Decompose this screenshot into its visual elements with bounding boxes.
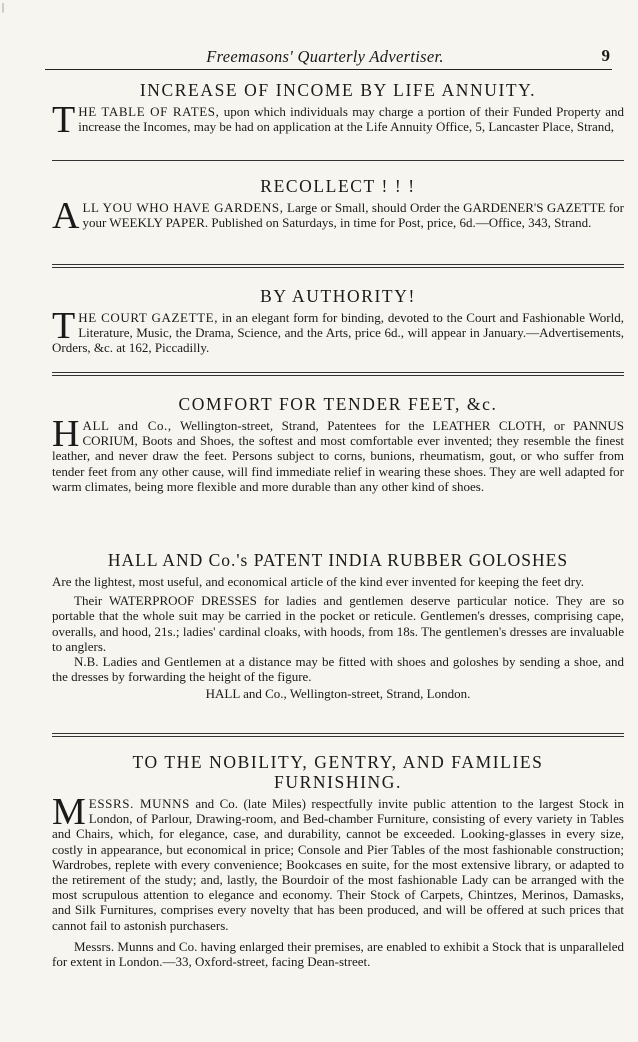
ad-title: RECOLLECT ! ! ! <box>260 176 416 196</box>
divider <box>52 264 624 268</box>
lead-words: HE COURT GAZETTE, <box>78 310 219 325</box>
lead-words: ESSRS. MUNNS <box>88 796 190 811</box>
ad-text: and Co. (late Miles) respectfully invite public attention to the largest Stock in London, of Parlour, Drawing-room, and Bed-chamber Furniture, consisting of every variety in Tables and Chairs, which, for elegance, case, and durability, cannot be exceeded. Looking-glasses in every size, costly in appearance, but economical in price; Console and Pier Tables of the most fashionable construction; Wardrobes, replete with every convenience; Bookcases en suite, for the most extensive library, or adapted to the retirement of the study; and, lastly, the Bourdoir of the most fashionable Lady can be arranged with the most scrupulous attention to elegance and economy. Their Stock of Carpets, Chintzes, Merinos, Damasks, and Silk Furnitures, comprises every novelty that has been produced, and will be offered at such prices that cannot fail to astonish purchasers. <box>52 796 624 933</box>
ad-title: TO THE NOBILITY, GENTRY, AND FAMILIES <box>132 752 544 772</box>
drop-cap: H <box>52 413 80 455</box>
divider <box>52 372 624 376</box>
drop-cap: T <box>52 99 76 141</box>
drop-cap: A <box>52 195 80 237</box>
ad-gardens <box>52 176 624 237</box>
ad-paragraph: Messrs. Munns and Co. having enlarged their premises, are enabled to exhibit a Stock that is unparalleled for extent in London.—33, Oxford-street, facing Dean-street. <box>52 938 624 970</box>
ad-body <box>52 195 624 237</box>
page-number: 9 <box>601 46 610 65</box>
running-title: Freemasons' Quarterly Advertiser. <box>206 47 444 66</box>
ad-goloshes <box>52 550 624 702</box>
corner-mark: | <box>2 2 5 13</box>
ad-title: COMFORT FOR TENDER FEET, &c. <box>178 394 498 414</box>
drop-cap: M <box>52 791 86 833</box>
ad-paragraph: Their WATERPROOF DRESSES for ladies and gentlemen deserve particular notice. They are so portable that the whole suit may be carried in the pocket or reticule. Gentlemen's dresses, comprising cape, overalls, and hood, 21s.; ladies' cardinal cloaks, with hoods, from 18s. The gentlemen's dresses are invaluable to anglers. <box>52 593 624 654</box>
ad-furnishing <box>52 752 624 969</box>
divider <box>52 733 624 737</box>
ad-text: upon which individuals may charge a portion of their Funded Property and increase the Incomes, may be had on application at the Life Annuity Office, 5, Lancaster Place, Strand, <box>78 104 624 135</box>
ad-title: HALL AND Co.'s PATENT INDIA RUBBER GOLOSHES <box>107 550 569 570</box>
running-head <box>40 44 610 66</box>
ad-paragraph: N.B. Ladies and Gentlemen at a distance may be fitted with shoes and goloshes by sending a shoe, and the dresses by forwarding the height of the figure. <box>52 654 624 685</box>
ad-title: BY AUTHORITY! <box>260 286 416 306</box>
divider <box>52 160 624 161</box>
header-rule <box>45 69 612 70</box>
ad-text: in an elegant form for binding, devoted to the Court and Fashionable World, Literature, Music, the Drama, Science, and the Arts, price 6d., will appear in January.—Advertisements, Orders, &c. at 162, Piccadilly. <box>52 310 624 356</box>
ad-tender-feet <box>52 394 624 494</box>
ad-text: Large or Small, should Order the GARDENER'S GAZETTE for your WEEKLY PAPER. Published on Saturdays, in time for Post, price, 6d.—Office, 343, Strand. <box>82 200 624 231</box>
ad-body <box>52 413 624 494</box>
ad-text: Wellington-street, Strand, Patentees for the LEATHER CLOTH, or PANNUS CORIUM, Boots and Shoes, the softest and most comfortable ever invented; they resemble the finest leather, and never draw the feet. Persons subject to corns, bunions, rheumatism, gout, or who suffer from tender feet from any other cause, will find immediate relief in wearing these shoes. They are well adapted for warm climates, being more flexible and more durable than any other kind of shoes. <box>52 418 624 494</box>
lead-words: HE TABLE OF RATES, <box>78 104 220 119</box>
ad-body <box>52 99 624 141</box>
ad-title: INCREASE OF INCOME BY LIFE ANNUITY. <box>139 80 537 100</box>
ad-body <box>52 791 624 933</box>
ad-signature: HALL and Co., Wellington-street, Strand, London. <box>205 686 471 702</box>
lead-words: LL YOU WHO HAVE GARDENS, <box>82 200 284 215</box>
lead-words: ALL and Co., <box>82 418 172 433</box>
ad-body <box>52 305 624 356</box>
ad-annuity <box>52 80 624 141</box>
ad-title-line2: FURNISHING. <box>274 772 402 792</box>
ad-paragraph: Are the lightest, most useful, and economical article of the kind ever invented for keeping the feet dry. <box>52 574 584 589</box>
ad-court-gazette <box>52 286 624 356</box>
drop-cap: T <box>52 305 76 347</box>
